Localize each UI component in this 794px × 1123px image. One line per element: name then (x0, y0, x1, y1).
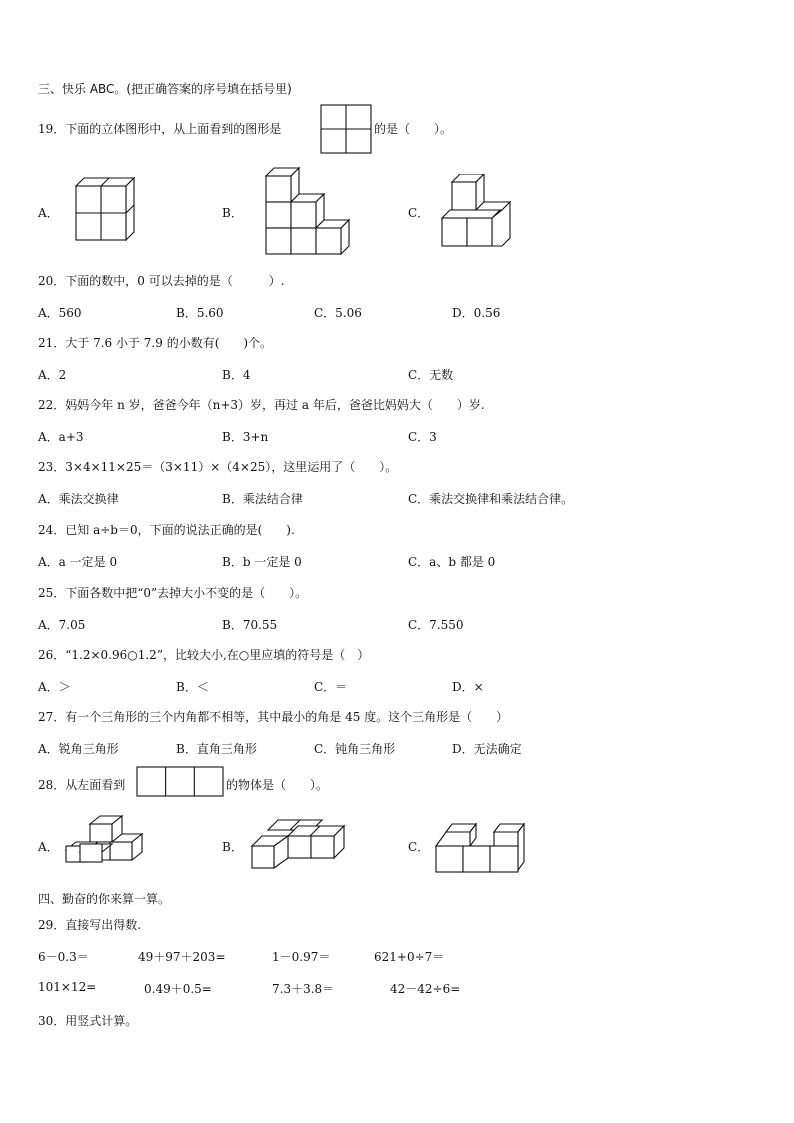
q25-option-c[interactable]: C．7.550 (408, 618, 464, 632)
q19-stem-post: 的是（ ）。 (374, 122, 453, 136)
q27-option-b[interactable]: B．直角三角形 (176, 742, 257, 756)
q30-stem: 30．用竖式计算。 (38, 1014, 138, 1028)
q22-option-c[interactable]: C．3 (408, 430, 437, 444)
q23-option-b[interactable]: B．乘法结合律 (222, 492, 303, 506)
q29-item: 42－42÷6= (390, 982, 461, 996)
q26-option-b[interactable]: B．＜ (176, 680, 209, 694)
q19-stem (38, 120, 281, 137)
q29-item: 101×12= (38, 980, 97, 994)
q26-option-d[interactable]: D．× (452, 680, 484, 694)
q21-option-c[interactable]: C．无数 (408, 368, 454, 382)
q21-option-a[interactable]: A．2 (38, 368, 67, 382)
q24-option-b[interactable]: B．b 一定是 0 (222, 555, 302, 569)
q24-option-c[interactable]: C．a、b 都是 0 (408, 555, 496, 569)
section-3-heading: 三、快乐 ABC。(把正确答案的序号填在括号里) (38, 82, 292, 96)
q28-stem-pre: 28．从左面看到 (38, 778, 126, 792)
q29-item: 1－0.97＝ (272, 950, 331, 964)
q29-item: 6－0.3＝ (38, 950, 89, 964)
q27-stem: 27．有一个三角形的三个内角都不相等，其中最小的角是 45 度。这个三角形是（ ） (38, 710, 509, 724)
q22-option-a[interactable]: A．a+3 (38, 430, 84, 444)
q19-option-a[interactable]: A． (38, 206, 59, 220)
q19-figure-a (72, 176, 136, 242)
q20-option-d[interactable]: D．0.56 (452, 306, 501, 320)
q22-option-b[interactable]: B．3+n (222, 430, 269, 444)
q28-figure-b (248, 816, 348, 874)
q19-stem-pre: 19．下面的立体图形中，从上面看到的图形是 (38, 122, 282, 136)
q23-stem: 23．3×4×11×25＝（3×11）×（4×25），这里运用了（ ）。 (38, 460, 398, 474)
q29-stem: 29．直接写出得数. (38, 918, 142, 932)
q22-stem: 22．妈妈今年 n 岁，爸爸今年（n+3）岁，再过 a 年后，爸爸比妈妈大（ ）岁. (38, 398, 485, 412)
q26-option-a[interactable]: A．＞ (38, 680, 71, 694)
q20-option-a[interactable]: A．560 (38, 306, 82, 320)
q28-figure-c (432, 822, 526, 880)
q28-figure-a (62, 814, 146, 864)
q19-top-view-figure (320, 104, 372, 154)
q25-stem: 25．下面各数中把“0”去掉大小不变的是（ ）。 (38, 586, 308, 600)
q20-option-b[interactable]: B．5.60 (176, 306, 224, 320)
q27-option-c[interactable]: C．钝角三角形 (314, 742, 396, 756)
q19-option-c[interactable]: C． (408, 206, 430, 220)
q29-item: 49＋97＋203= (138, 950, 226, 964)
q29-item: 621+0÷7＝ (374, 950, 445, 964)
q25-option-a[interactable]: A．7.05 (38, 618, 86, 632)
q20-stem: 20．下面的数中，0 可以去掉的是（ ）. (38, 274, 285, 288)
q26-option-c[interactable]: C．＝ (314, 680, 348, 694)
q21-option-b[interactable]: B．4 (222, 368, 251, 382)
q25-option-b[interactable]: B．70.55 (222, 618, 278, 632)
q21-stem: 21．大于 7.6 小于 7.9 的小数有( )个。 (38, 336, 273, 350)
q19-figure-c (440, 174, 514, 248)
q23-option-c[interactable]: C．乘法交换律和乘法结合律。 (408, 492, 574, 506)
q27-option-d[interactable]: D．无法确定 (452, 742, 522, 756)
q19-figure-b (262, 164, 354, 258)
q29-item: 0.49＋0.5= (144, 982, 212, 996)
q28-option-a[interactable]: A． (38, 840, 59, 854)
q24-stem: 24．已知 a÷b＝0，下面的说法正确的是( ). (38, 523, 295, 537)
section-4-heading: 四、勤奋的你来算一算。 (38, 892, 171, 906)
q28-left-view-figure (136, 766, 224, 797)
q23-option-a[interactable]: A．乘法交换律 (38, 492, 119, 506)
q20-option-c[interactable]: C．5.06 (314, 306, 362, 320)
q27-option-a[interactable]: A．锐角三角形 (38, 742, 119, 756)
q24-option-a[interactable]: A．a 一定是 0 (38, 555, 118, 569)
q28-option-b[interactable]: B． (222, 840, 243, 854)
q28-stem-post: 的物体是（ ）。 (226, 778, 329, 792)
q28-option-c[interactable]: C． (408, 840, 430, 854)
q19-option-b[interactable]: B． (222, 206, 243, 220)
q29-item: 7.3＋3.8＝ (272, 982, 335, 996)
q26-stem: 26．“1.2×0.96○1.2”，比较大小,在○里应填的符号是（ ） (38, 648, 370, 662)
